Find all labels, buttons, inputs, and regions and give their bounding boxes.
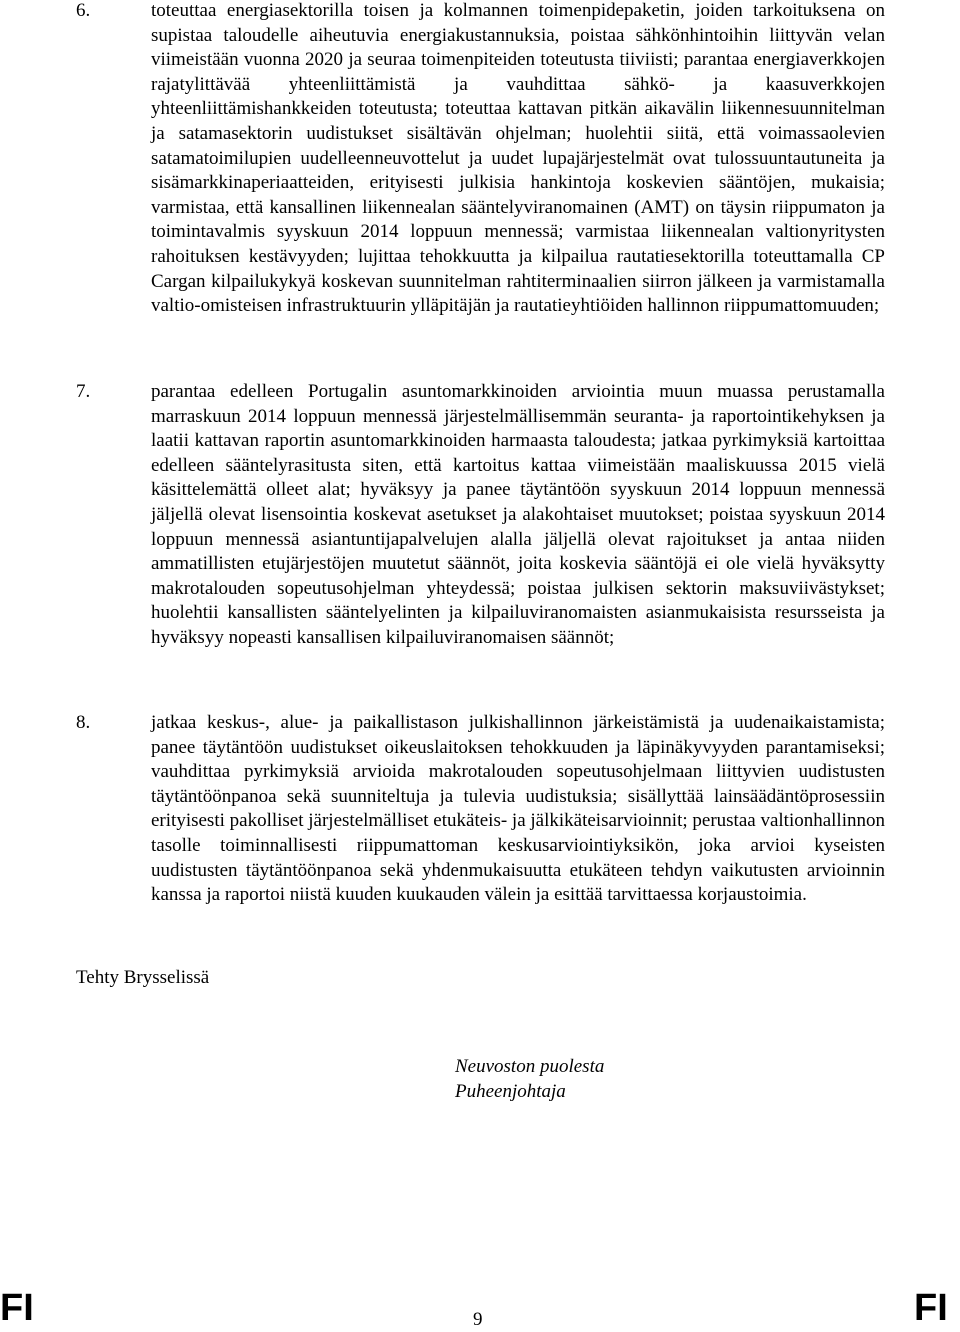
item-text: toteuttaa energiasektorilla toisen ja kolmannen toimenpidepaketin, joiden tarkoituksena on supistaa taloudelle aiheutuvia energiakustannuksia, poistaa sähkönhintoihin liittyvän velan viimeistään vuonna 2020 ja seuraa toimenpiteiden toteutusta tiiviisti; parantaa energiaverkkojen rajatylittävää yhteenliittämistä ja vauhdittaa sähkö- ja kaasuverkkojen yhteenliittämishankkeiden toteutusta; toteuttaa kattavan pitkän aikavälin liikennesuunnitelman ja satamasektorin uudistukset sisältävän ohjelman; huolehtii siitä, että voimassaolevien satamatoimilupien uudelleenneuvottelut ja uudet lupajärjestelmät ovat tulossuuntautuneita ja sisämarkkinaperiaatteiden, erityisesti julkisia hankintoja koskevien sääntöjen, mukaisia; varmistaa, että kansallinen liikennealan sääntelyviranomainen (AMT) on täysin riippumaton ja toimintavalmis syyskuun 2014 loppuun mennessä; varmistaa liikennealan valtionyritysten rahoituksen kestävyyden; lujittaa tehokkuutta ja kilpailua rautatiesektorilla toteuttamalla CP Cargan kilpailukykyä koskevan suunnitelman rahtiterminaalien siirron jälkeen ja varmistamalla valtio-omisteisen infrastruktuurin ylläpitäjän ja rautatieyhtiöiden hallinnon riippumattomuuden; — [151, 0, 885, 317]
page-number: 9 — [473, 1309, 483, 1330]
signature-block — [455, 1055, 604, 1104]
item-number: 6. — [76, 0, 91, 21]
item-number: 7. — [76, 381, 91, 402]
footer-language-left: FI — [0, 1287, 34, 1329]
signature-line-council: Neuvoston puolesta — [455, 1056, 605, 1077]
item-text: parantaa edelleen Portugalin asuntomarkkinoiden arviointia muun muassa perustamalla marraskuun 2014 loppuun mennessä järjestelmällisemmän seuranta- ja raportointikehyksen ja laatii kattavan raportin asuntomarkkinoiden harmaasta taloudesta; jatkaa pyrkimyksiä kartoittaa edelleen sääntelyrasitusta siten, että kartoitus kattaa viimeistään maaliskuussa 2015 vielä käsittelemättä olleet alat; hyväksyy ja panee täytäntöön syyskuun 2014 loppuun mennessä jäljellä olevat lisensointia koskevat asetukset ja alakohtaiset muutokset; poistaa syyskuun 2014 loppuun mennessä asiantuntijapalvelujen alalla jäljellä olevat rajoitukset ja antaa niiden ammatillisten etujärjestöjen muutetut säännöt, joita koskevia sääntöjä ei ole vielä hyväksytty makrotalouden sopeutusohjelman yhteydessä; poistaa julkisen sektorin maksuviivästykset; huolehtii kansallisten sääntelyelinten ja kilpailuviranomaisten asianmukaisista resursseista ja hyväksyy nopeasti kansallisen kilpailuviranomaisen säännöt; — [151, 381, 885, 648]
signature-line-president: Puheenjohtaja — [455, 1080, 566, 1102]
place-of-signing: Tehty Brysselissä — [76, 967, 210, 988]
item-text: jatkaa keskus-, alue- ja paikallistason julkishallinnon järkeistämistä ja uudenaikaistamista; panee täytäntöön uudistukset oikeuslaitoksen tehokkuuden ja läpinäkyvyyden parantamiseksi; vauhdittaa pyrkimyksiä arvioida makrotalouden sopeutusohjelmaan liittyvien uudistusten täytäntöönpanoa sekä suunniteltuja ja tulevia uudistuksia; sisällyttää lainsäädäntöprosessiin erityisesti pakolliset järjestelmälliset etukäteis- ja jälkikäteisarvioinnit; perustaa valtionhallinnon tasolle toiminnallisesti riippumattoman keskusarviointiyksikön, joka arvioi kyseisten uudistusten täytäntöönpanoa sekä yhdenmukaisuutta etukäteen tehdyn vaikutusten arvioinnin kanssa ja raportoi niistä kuuden kuukauden välein ja esittää tarvittaessa korjaustoimia. — [151, 712, 885, 906]
item-number: 8. — [76, 712, 91, 733]
footer-language-right: FI — [914, 1287, 948, 1329]
